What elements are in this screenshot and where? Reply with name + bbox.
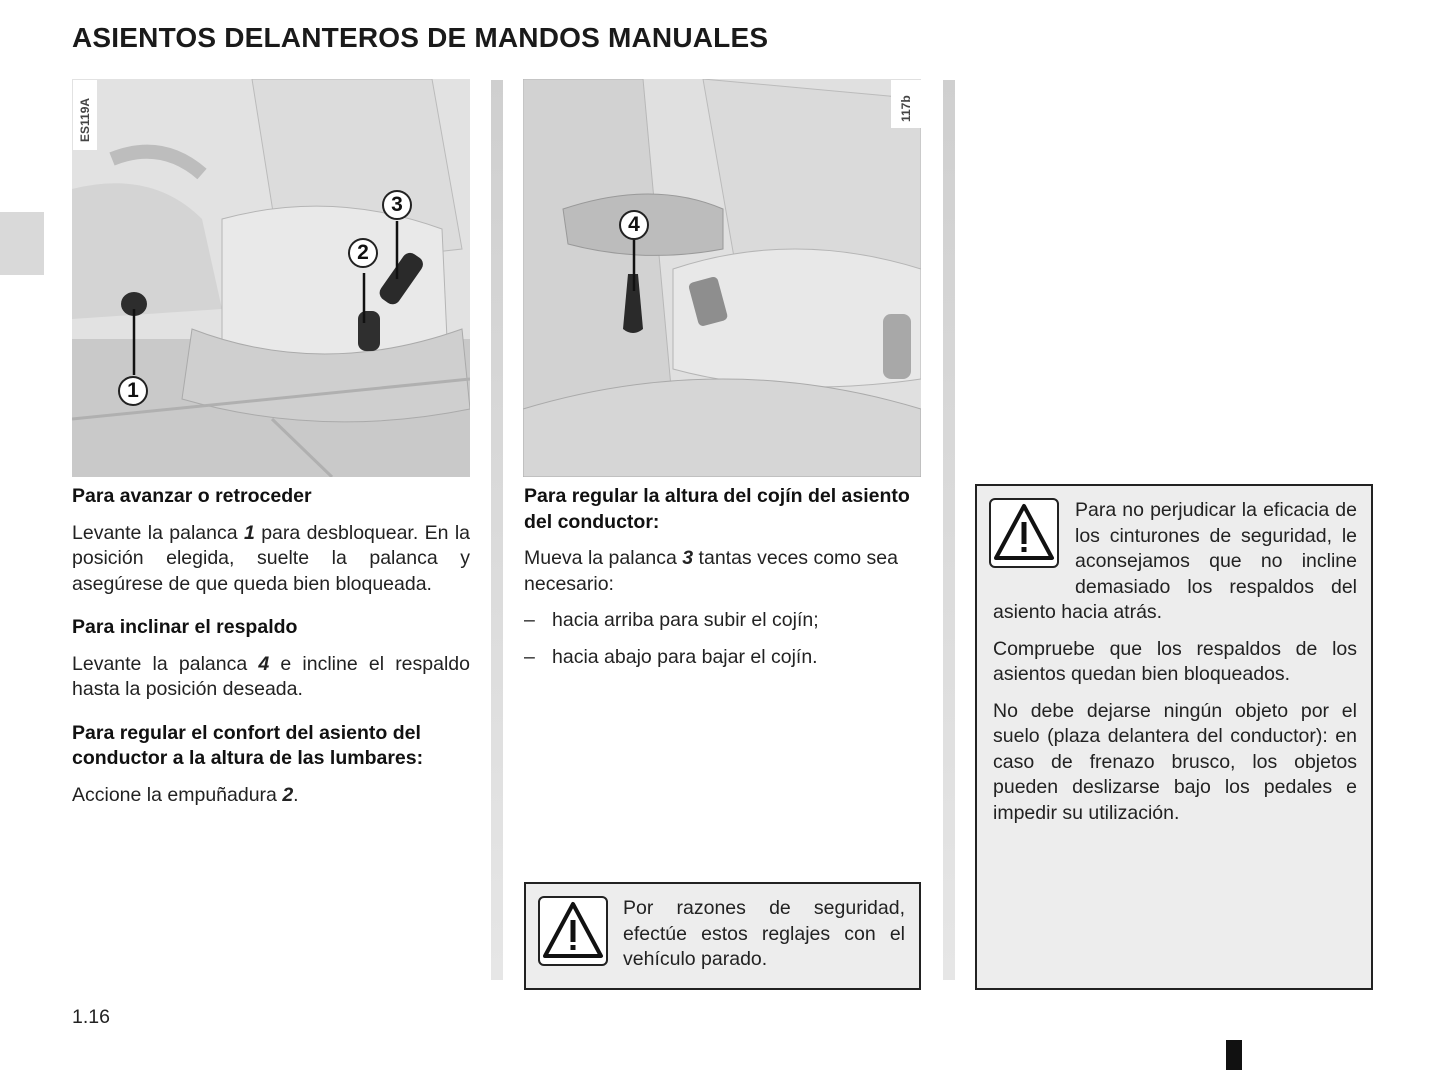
callout-4: 4 [619,210,649,240]
paragraph: Levante la palanca 1 para desbloquear. En la posición elegida, suelte la palanca y asegúrese de que queda bien bloqueada. [72,521,471,595]
seat-illustration [523,79,921,477]
figure-code: ES119A [78,97,92,142]
seat-levers-figure [72,79,470,477]
backrest-lever-figure [523,79,921,477]
list-item: – hacia abajo para bajar el cojín. [524,645,921,671]
paragraph: Mueva la palanca 3 tantas veces como sea necesario: [524,547,898,595]
column-divider [491,80,503,980]
paragraph: Levante la palanca 4 e incline el respaldo hasta la posición deseada. [72,652,470,700]
warning-text: Por razones de seguridad, efectúe estos reglajes con el vehículo parado. [623,897,905,970]
callout-2: 2 [348,238,378,268]
seat-illustration [72,79,470,477]
page-edge-marker [1226,1040,1242,1070]
column-divider [943,80,955,980]
warning-box [975,484,1373,990]
list-item: – hacia arriba para subir el cojín; [524,608,921,634]
paragraph: Accione la empuñadura 2. [72,783,299,806]
section-heading: Para regular el confort del asiento del conductor a la altura de las lumbares: [72,721,424,769]
section-heading: Para avanzar o retroceder [72,485,312,507]
figure-code: 117b [899,95,913,122]
column-1 [72,484,470,819]
warning-box [524,882,921,990]
chapter-tab [0,212,44,275]
page-number: 1.16 [72,1006,110,1028]
warning-icon [538,896,608,966]
column-2 [524,484,921,681]
section-heading: Para regular la altura del cojín del asiento del conductor: [524,485,910,533]
warning-text: Para no perjudicar la eficacia de los cinturones de seguridad, le aconsejamos que no incline demasiado los respaldos del asiento hacia atrás. Compruebe que los respaldos de los asientos quedan bien bloqueados. No debe dejarse ningún objeto por el suelo (plaza delantera del conductor): en caso de frenazo brusco, los objetos pueden deslizarse bajo los pedales e impedir su utilización. [993,499,1357,824]
callout-1: 1 [118,376,148,406]
callout-3: 3 [382,190,412,220]
section-heading: Para inclinar el respaldo [72,616,298,638]
page-title: ASIENTOS DELANTEROS DE MANDOS MANUALES [72,22,769,53]
